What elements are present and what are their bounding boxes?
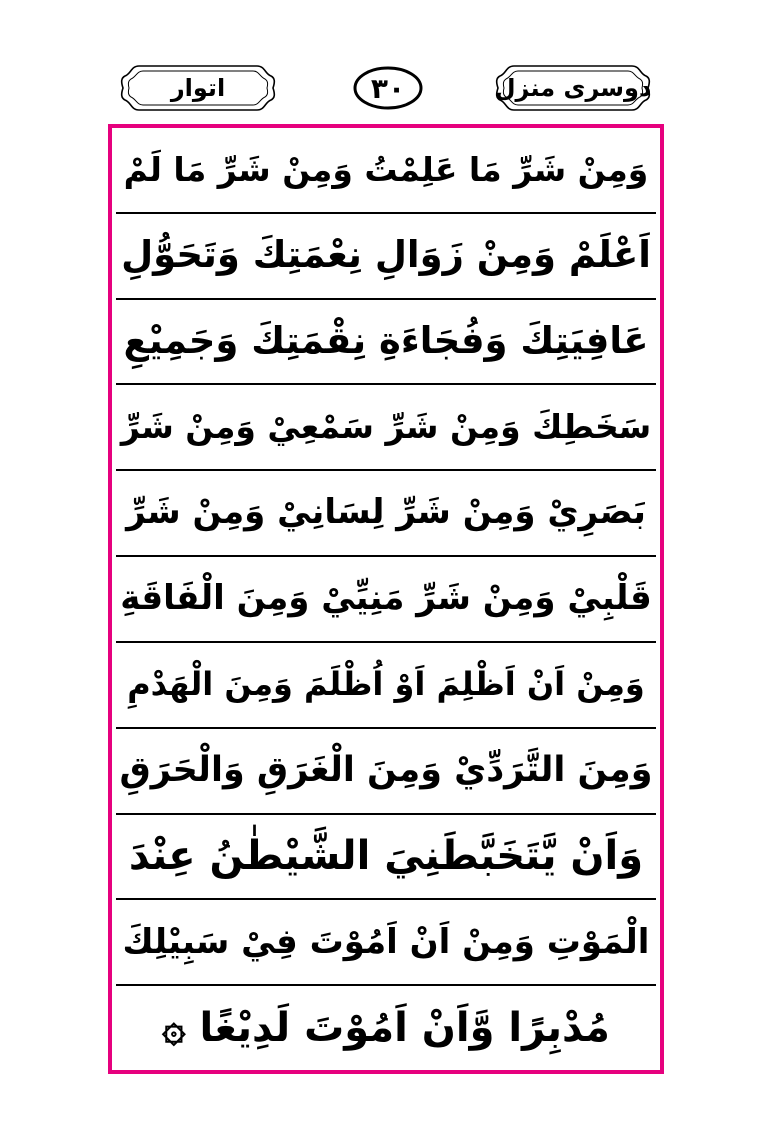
page-number-badge bbox=[352, 64, 424, 112]
text-line: الْمَوْتِ وَمِنْ اَنْ اَمُوْتَ فِيْ سَبِيْلِكَ bbox=[116, 900, 656, 986]
text-line: بَصَرِيْ وَمِنْ شَرِّ لِسَانِيْ وَمِنْ شَرِّ bbox=[116, 471, 656, 557]
text-line: وَمِنْ اَنْ اَظْلِمَ اَوْ اُظْلَمَ وَمِنَ الْهَدْمِ bbox=[116, 643, 656, 729]
text-line: سَخَطِكَ وَمِنْ شَرِّ سَمْعِيْ وَمِنْ شَرِّ bbox=[116, 385, 656, 471]
text-line: قَلْبِيْ وَمِنْ شَرِّ مَنِيِّيْ وَمِنَ الْفَاقَةِ bbox=[116, 557, 656, 643]
manzil-cartouche bbox=[494, 62, 652, 114]
text-line: وَمِنَ التَّرَدِّيْ وَمِنَ الْغَرَقِ وَالْحَرَقِ bbox=[116, 729, 656, 815]
text-line: اَعْلَمْ وَمِنْ زَوَالِ نِعْمَتِكَ وَتَحَوُّلِ bbox=[116, 214, 656, 300]
page-header bbox=[0, 0, 772, 125]
text-line: وَمِنْ شَرِّ مَا عَلِمْتُ وَمِنْ شَرِّ مَا لَمْ bbox=[116, 128, 656, 214]
text-line: مُدْبِرًا وَّاَنْ اَمُوْتَ لَدِيْغًا ۞ bbox=[162, 1005, 610, 1052]
page-number: ۳۰ bbox=[370, 71, 406, 105]
manzil-label: دوسری منزل bbox=[494, 74, 652, 102]
day-cartouche bbox=[119, 62, 277, 114]
dua-text-block bbox=[116, 128, 656, 1070]
text-frame bbox=[108, 124, 664, 1074]
day-label: اتوار bbox=[170, 74, 226, 102]
text-line: عَافِيَتِكَ وَفُجَاءَةِ نِقْمَتِكَ وَجَمِيْعِ bbox=[116, 300, 656, 386]
text-line: وَاَنْ يَّتَخَبَّطَنِيَ الشَّيْطٰنُ عِنْدَ bbox=[116, 815, 656, 901]
